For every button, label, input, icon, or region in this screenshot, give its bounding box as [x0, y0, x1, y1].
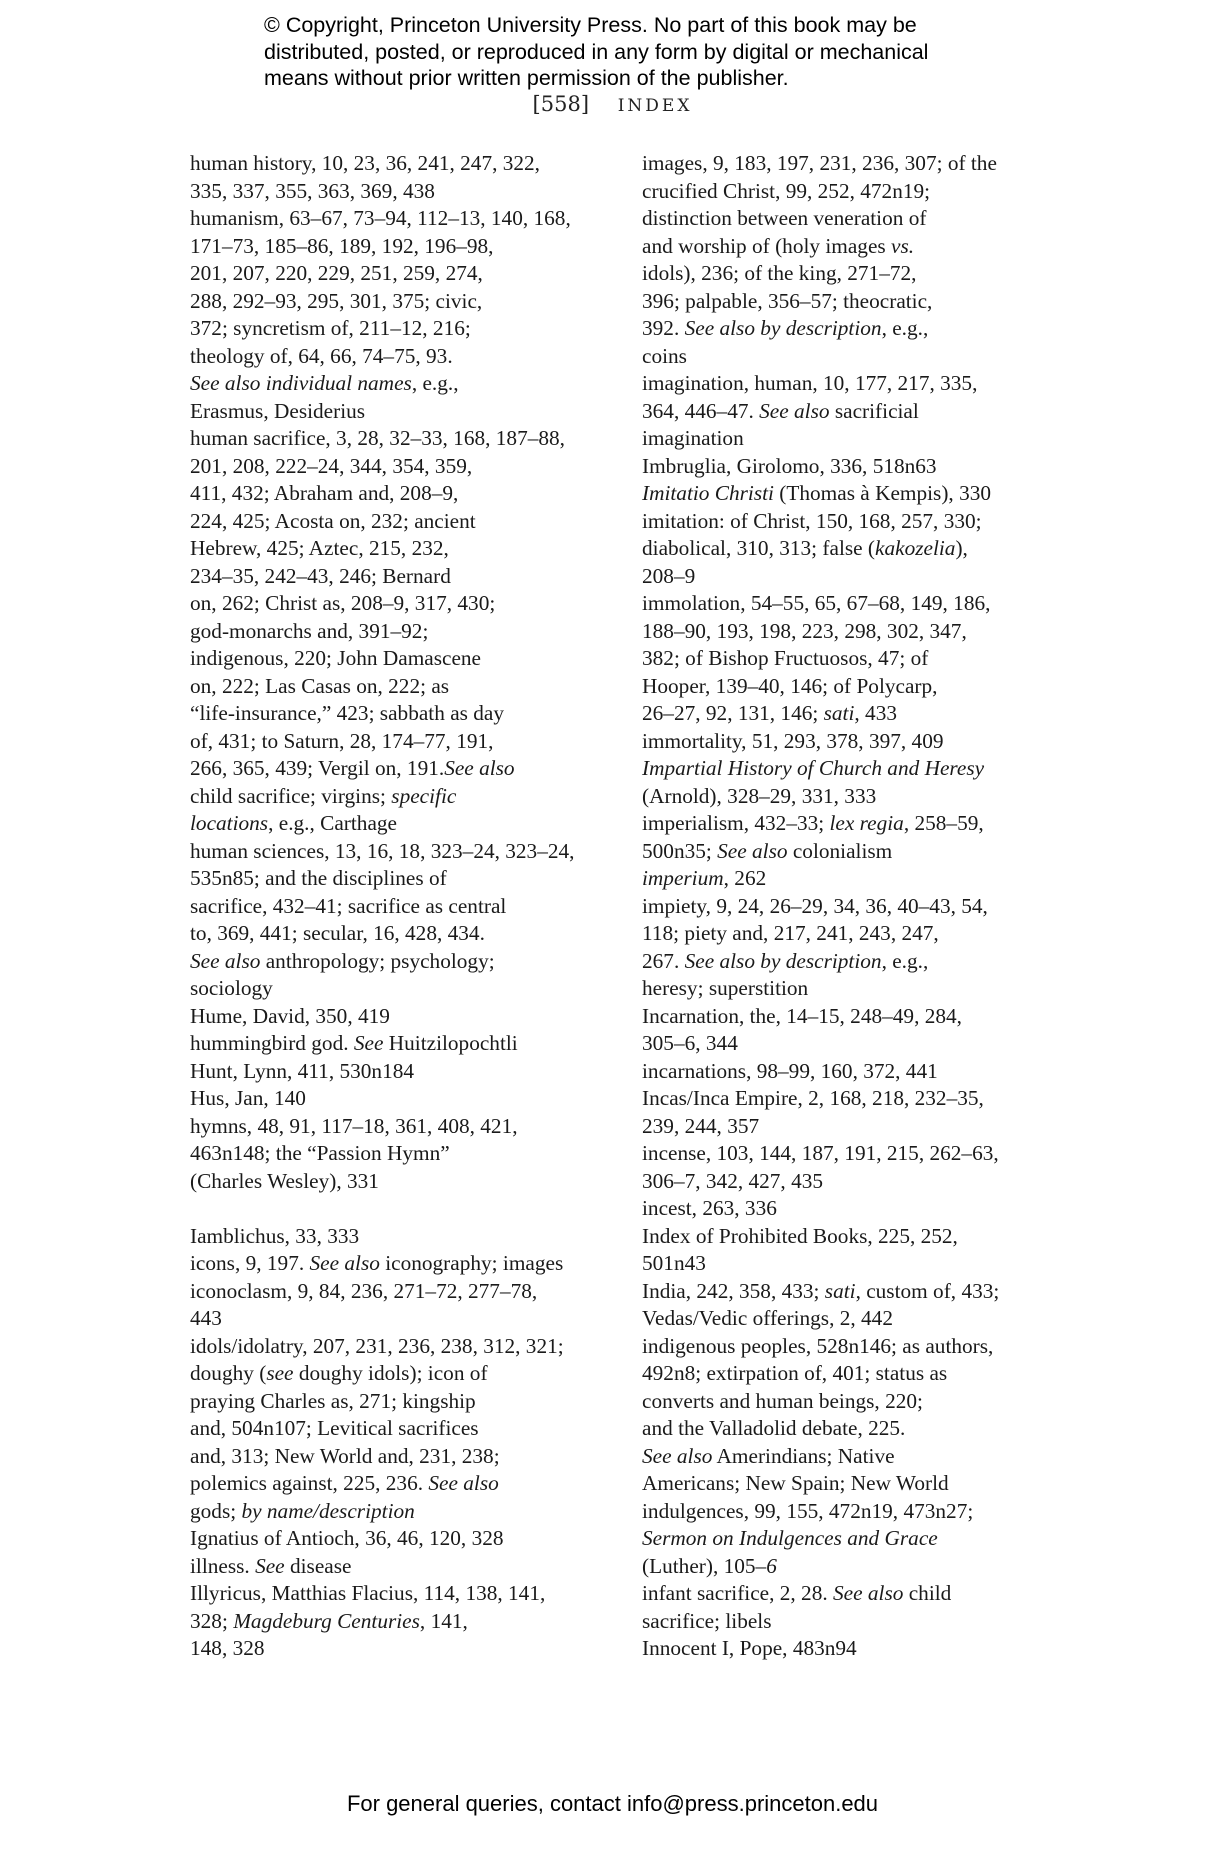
- index-entry-line: crucified Christ, 99, 252, 472n19;: [642, 178, 931, 203]
- index-entry: [642, 755, 1062, 810]
- index-entry-line: immortality, 51, 293, 378, 397, 409: [642, 728, 944, 753]
- index-entry-line: Incas/Inca Empire, 2, 168, 218, 232–35,: [642, 1086, 984, 1110]
- index-entry-line: Imitatio Christi (Thomas à Kempis), 330: [642, 481, 992, 505]
- index-entry-line: 26–27, 92, 131, 146; sati, 433: [642, 701, 897, 725]
- index-entry: [190, 838, 610, 1003]
- index-entry: [642, 453, 1062, 481]
- index-entry-line: on, 222; Las Casas on, 222; as: [190, 673, 450, 698]
- index-entry-line: Americans; New Spain; New World: [642, 1471, 949, 1495]
- index-entry-line: Hooper, 139–40, 146; of Polycarp,: [642, 673, 938, 698]
- index-entry: [642, 728, 1062, 756]
- index-entry-line: 224, 425; Acosta on, 232; ancient: [190, 508, 476, 533]
- index-entry: [190, 1553, 610, 1581]
- index-entry-line: coins: [642, 343, 687, 368]
- index-entry-line: idols/idolatry, 207, 231, 236, 238, 312, 321;: [190, 1333, 564, 1358]
- letter-section-gap: [190, 1195, 610, 1223]
- index-entry-line: sociology: [190, 976, 273, 1000]
- index-entry-line: on, 262; Christ as, 208–9, 317, 430;: [190, 591, 496, 615]
- index-entry-line: indulgences, 99, 155, 472n19, 473n27;: [642, 1498, 974, 1523]
- index-entry: [190, 1003, 610, 1031]
- index-entry-line: Erasmus, Desiderius: [190, 398, 366, 423]
- index-entry-line: 364, 446–47. See also sacrificial: [642, 398, 919, 423]
- index-entry-line: 171–73, 185–86, 189, 192, 196–98,: [190, 233, 494, 258]
- index-entry-line: imagination: [642, 426, 744, 450]
- index-entry-line: 208–9: [642, 563, 696, 588]
- index-entry-line: 267. See also by description, e.g.,: [642, 948, 929, 973]
- index-entry-line: sacrifice; libels: [642, 1608, 772, 1633]
- index-entry: [642, 1195, 1062, 1223]
- index-entry-line: Illyricus, Matthias Flacius, 114, 138, 141,: [190, 1581, 546, 1605]
- index-entry: [190, 1250, 610, 1278]
- index-entry-line: human sacrifice, 3, 28, 32–33, 168, 187–88,: [190, 426, 565, 450]
- index-entry-line: hummingbird god. See Huitzilopochtli: [190, 1031, 518, 1055]
- index-entry-line: sacrifice, 432–41; sacrifice as central: [190, 893, 507, 918]
- index-entry-line: locations, e.g., Carthage: [190, 811, 398, 835]
- index-entry: [642, 810, 1062, 865]
- index-entry-line: polemics against, 225, 236. See also: [190, 1471, 499, 1495]
- index-entry-line: and the Valladolid debate, 225.: [642, 1416, 906, 1440]
- index-entry-line: 463n148; the “Passion Hymn”: [190, 1141, 450, 1165]
- index-entry-line: Hunt, Lynn, 411, 530n184: [190, 1058, 415, 1083]
- index-entry-line: 201, 208, 222–24, 344, 354, 359,: [190, 453, 473, 478]
- index-entry-line: 535n85; and the disciplines of: [190, 866, 447, 890]
- index-entry-line: incarnations, 98–99, 160, 372, 441: [642, 1058, 938, 1083]
- index-entry: [642, 865, 1062, 893]
- copyright-notice: [264, 12, 984, 92]
- index-entry-line: idols), 236; of the king, 271–72,: [642, 261, 917, 285]
- index-entry-line: Vedas/Vedic offerings, 2, 442: [642, 1306, 893, 1330]
- index-entry-line: and worship of (holy images vs.: [642, 233, 915, 258]
- index-entry: [642, 1498, 1062, 1581]
- index-entry-line: images, 9, 183, 197, 231, 236, 307; of the: [642, 151, 997, 175]
- index-entry: [642, 1058, 1062, 1086]
- index-entry-line: 500n35; See also colonialism: [642, 838, 893, 863]
- index-entry-line: 306–7, 342, 427, 435: [642, 1168, 824, 1193]
- index-entry: [190, 1113, 610, 1196]
- index-entry-line: iconoclasm, 9, 84, 236, 271–72, 277–78,: [190, 1278, 538, 1303]
- index-entry-line: Imbruglia, Girolomo, 336, 518n63: [642, 453, 937, 478]
- index-entry-line: Hume, David, 350, 419: [190, 1003, 390, 1028]
- index-entry-line: 335, 337, 355, 363, 369, 438: [190, 178, 435, 203]
- index-entry: [190, 1580, 610, 1663]
- index-entry-line: imperialism, 432–33; lex regia, 258–59,: [642, 811, 984, 835]
- index-entry: [642, 1223, 1062, 1278]
- index-entry-line: “life-insurance,” 423; sabbath as day: [190, 701, 505, 725]
- index-entry-line: humanism, 63–67, 73–94, 112–13, 140, 168,: [190, 206, 571, 230]
- index-entry: [642, 1140, 1062, 1195]
- index-entry: [642, 1278, 1062, 1333]
- index-entry-line: Sermon on Indulgences and Grace: [642, 1526, 938, 1550]
- copyright-line: means without prior written permission of the publisher.: [264, 66, 789, 90]
- index-entry-line: 411, 432; Abraham and, 208–9,: [190, 481, 459, 505]
- index-entry: [190, 1085, 610, 1113]
- index-entry-line: 392. See also by description, e.g.,: [642, 316, 929, 340]
- index-entry-line: infant sacrifice, 2, 28. See also child: [642, 1581, 952, 1605]
- index-entry-line: See also Amerindians; Native: [642, 1443, 895, 1468]
- index-entry-line: imperium, 262: [642, 866, 767, 890]
- index-entry-line: indigenous, 220; John Damascene: [190, 646, 482, 670]
- index-entry: [642, 590, 1062, 728]
- index-entry-line: and, 313; New World and, 231, 238;: [190, 1443, 500, 1468]
- index-entry-line: human sciences, 13, 16, 18, 323–24, 323–24,: [190, 838, 575, 863]
- index-entry-line: Hebrew, 425; Aztec, 215, 232,: [190, 536, 449, 560]
- index-entry-line: Iamblichus, 33, 333: [190, 1223, 360, 1248]
- index-entry-line: 148, 328: [190, 1636, 265, 1660]
- index-entry-line: impiety, 9, 24, 26–29, 34, 36, 40–43, 54,: [642, 893, 988, 918]
- index-entry-line: heresy; superstition: [642, 976, 809, 1000]
- index-entry-line: 118; piety and, 217, 241, 243, 247,: [642, 921, 939, 945]
- index-entry-line: hymns, 48, 91, 117–18, 361, 408, 421,: [190, 1113, 518, 1138]
- index-entry-line: 239, 244, 357: [642, 1113, 760, 1138]
- index-entry-line: 188–90, 193, 198, 223, 298, 302, 347,: [642, 618, 967, 643]
- index-entry: [642, 480, 1062, 508]
- index-entry: [642, 1085, 1062, 1140]
- index-entry: [190, 1333, 610, 1526]
- index-entry: [190, 1278, 610, 1333]
- index-entry-line: (Charles Wesley), 331: [190, 1168, 379, 1193]
- index-column-right: [642, 150, 1062, 1663]
- index-entry: [642, 1580, 1062, 1635]
- index-entry: [642, 370, 1062, 453]
- index-column-left: [190, 150, 610, 1663]
- copyright-line: © Copyright, Princeton University Press. No part of this book may be: [264, 13, 917, 37]
- index-entry: [642, 1635, 1062, 1663]
- index-entry-line: 288, 292–93, 295, 301, 375; civic,: [190, 288, 483, 313]
- index-entry-line: 234–35, 242–43, 246; Bernard: [190, 563, 451, 588]
- index-entry: [190, 150, 610, 205]
- index-entry-line: diabolical, 310, 313; false (kakozelia),: [642, 536, 968, 560]
- index-entry-line: of, 431; to Saturn, 28, 174–77, 191,: [190, 728, 494, 753]
- index-entry-line: 443: [190, 1306, 222, 1330]
- index-entry-line: praying Charles as, 271; kingship: [190, 1388, 476, 1413]
- index-entry: [190, 1058, 610, 1086]
- index-entry-line: Index of Prohibited Books, 225, 252,: [642, 1223, 958, 1248]
- index-entry: [190, 1223, 610, 1251]
- index-entry-line: Impartial History of Church and Heresy: [642, 756, 985, 780]
- index-entry-line: god-monarchs and, 391–92;: [190, 618, 429, 643]
- index-entry: [190, 205, 610, 425]
- copyright-line: distributed, posted, or reproduced in any form by digital or mechanical: [264, 39, 929, 64]
- index-entry-line: (Arnold), 328–29, 331, 333: [642, 783, 877, 808]
- index-entry: [190, 425, 610, 838]
- index-entry-line: to, 369, 441; secular, 16, 428, 434.: [190, 921, 485, 945]
- index-entry-line: 372; syncretism of, 211–12, 216;: [190, 316, 471, 340]
- index-entry-line: Innocent I, Pope, 483n94: [642, 1636, 857, 1660]
- index-entry-line: incest, 263, 336: [642, 1196, 777, 1220]
- page-number: [558]: [532, 92, 590, 116]
- index-entry: [642, 1003, 1062, 1058]
- index-entry: [642, 1333, 1062, 1498]
- index-entry-line: immolation, 54–55, 65, 67–68, 149, 186,: [642, 591, 991, 615]
- index-entry-line: 396; palpable, 356–57; theocratic,: [642, 288, 933, 313]
- index-entry-line: 501n43: [642, 1251, 706, 1275]
- index-entry-line: 382; of Bishop Fructuosos, 47; of: [642, 646, 929, 670]
- index-entry-line: indigenous peoples, 528n146; as authors,: [642, 1333, 994, 1358]
- index-entry: [190, 1525, 610, 1553]
- index-entry-line: illness. See disease: [190, 1553, 352, 1578]
- index-entry-line: child sacrifice; virgins; specific: [190, 783, 457, 808]
- index-entry: [642, 150, 1062, 370]
- index-entry-line: See also individual names, e.g.,: [190, 371, 459, 395]
- index-entry-line: theology of, 64, 66, 74–75, 93.: [190, 343, 453, 368]
- index-entry-line: (Luther), 105–6: [642, 1553, 777, 1578]
- index-entry-line: converts and human beings, 220;: [642, 1388, 923, 1413]
- index-entry-line: gods; by name/description: [190, 1498, 415, 1523]
- index-entry: [642, 508, 1062, 591]
- index-entry-line: 305–6, 344: [642, 1031, 738, 1055]
- running-head: [0, 92, 1225, 116]
- section-title: INDEX: [617, 96, 693, 116]
- index-entry-line: imagination, human, 10, 177, 217, 335,: [642, 371, 978, 395]
- index-entry-line: human history, 10, 23, 36, 241, 247, 322,: [190, 151, 541, 175]
- index-entry-line: India, 242, 358, 433; sati, custom of, 433;: [642, 1278, 1000, 1303]
- index-entry: [642, 893, 1062, 1003]
- index-entry-line: Hus, Jan, 140: [190, 1086, 306, 1110]
- index-entry-line: Ignatius of Antioch, 36, 46, 120, 328: [190, 1526, 504, 1550]
- index-entry-line: incense, 103, 144, 187, 191, 215, 262–63,: [642, 1141, 999, 1165]
- index-entry-line: 266, 365, 439; Vergil on, 191.See also: [190, 756, 515, 780]
- footer-contact: For general queries, contact info@press.princeton.edu: [346, 1791, 879, 1816]
- index-entry-line: and, 504n107; Levitical sacrifices: [190, 1416, 479, 1440]
- index-entry: [190, 1030, 610, 1058]
- index-entry-line: 492n8; extirpation of, 401; status as: [642, 1361, 948, 1385]
- index-entry-line: imitation: of Christ, 150, 168, 257, 330;: [642, 508, 982, 533]
- index-entry-line: Incarnation, the, 14–15, 248–49, 284,: [642, 1003, 962, 1028]
- index-entry-line: icons, 9, 197. See also iconography; images: [190, 1251, 564, 1275]
- index-entry-line: doughy (see doughy idols); icon of: [190, 1361, 488, 1385]
- index-entry-line: See also anthropology; psychology;: [190, 948, 495, 973]
- index-entry-line: distinction between veneration of: [642, 206, 927, 230]
- index-entry-line: 328; Magdeburg Centuries, 141,: [190, 1608, 468, 1633]
- index-entry-line: 201, 207, 220, 229, 251, 259, 274,: [190, 261, 483, 285]
